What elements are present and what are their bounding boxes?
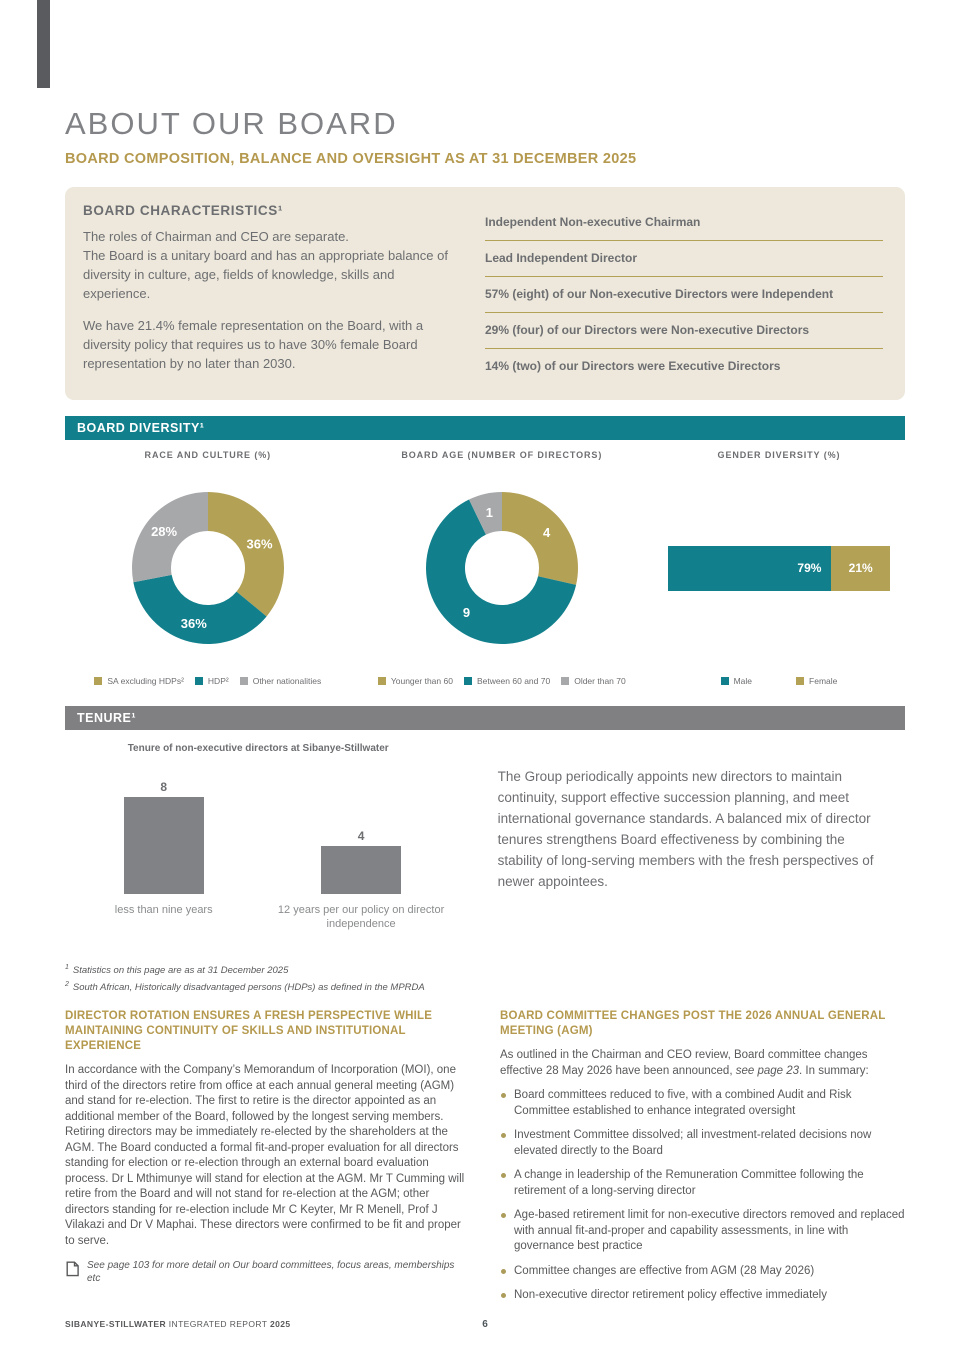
bullet-item: A change in leadership of the Remuneration Committee following the retirement of a long-serving director [500,1168,905,1199]
segment-label: 21% [848,561,873,575]
chart-body [351,460,653,676]
bar-value: 4 [357,828,365,843]
footnote-1 [65,961,905,978]
stacked-bar [668,546,890,591]
board-fact: 57% (eight) of our Non-executive Directors were Independent [485,276,883,312]
footnote-text: Statistics on this page are as at 31 December 2025 [72,965,289,977]
bar-rect [124,797,204,894]
legend-swatch [240,677,248,685]
donut-label: 4 [542,525,550,541]
legend-item [240,676,322,686]
legend-item [721,676,752,686]
donut-chart [422,488,582,648]
legend-item [378,676,453,686]
stacked-bar-segment [668,546,831,591]
legend-swatch [195,677,203,685]
chart-legend [94,676,321,690]
committee-changes-bullets [500,1088,905,1304]
chart-body [65,766,460,931]
bar-column [272,766,450,931]
donut-label: 36% [246,536,273,552]
body-columns [65,1009,905,1313]
legend-swatch [464,677,472,685]
legend-item [94,676,184,686]
bar-column [75,766,253,917]
legend-swatch [721,677,729,685]
page-subtitle: BOARD COMPOSITION, BALANCE AND OVERSIGHT AS AT 31 DECEMBER 2025 [65,151,637,167]
board-characteristics-heading: BOARD CHARACTERISTICS¹ [83,203,283,218]
bar-category-label: less than nine years [114,904,213,916]
bar-stack [124,766,204,894]
chart-title: GENDER DIVERSITY (%) [717,450,841,460]
donut-slice [502,492,578,585]
chart-body [653,460,905,676]
characteristics-paragraph-1 [83,227,459,303]
board-fact: 29% (four) of our Directors were Non-executive Directors [485,312,883,348]
page-reference-icon [65,1261,80,1277]
footer-report-label: INTEGRATED REPORT [166,1319,270,1329]
para1-rest: The Board is a unitary board and has an appropriate balance of diversity in culture, age, fields of knowledge, skills and experience. [83,248,448,301]
footer-year: 2025 [269,1319,291,1329]
intro-text: As outlined in the Chairman and CEO review, Board committee changes effective 28 May 2026 have been announced, [500,1049,868,1077]
board-characteristics-box [65,187,905,400]
chart-legend [378,676,626,690]
bullet-item: Non-executive director retirement policy effective immediately [500,1288,905,1304]
board-fact: Lead Independent Director [485,240,883,276]
bar-value: 8 [160,780,168,794]
director-rotation-column [65,1009,470,1313]
donut-label: 36% [180,615,207,631]
legend-item [195,676,229,686]
bullet-item: Committee changes are effective from AGM (28 May 2026) [500,1264,905,1280]
committee-changes-intro [500,1048,905,1079]
tenure-row [65,766,905,931]
para1-line1: The roles of Chairman and CEO are separate. [83,229,349,244]
gender-diversity-chart [653,450,905,690]
segment-label: 79% [797,561,822,575]
tenure-chart-title: Tenure of non-executive directors at Sibanye-Stillwater [127,743,389,754]
legend-item [561,676,626,686]
tenure-banner: TENURE¹ [65,706,905,730]
legend-swatch [94,677,102,685]
footnote-text: South African, Historically disadvantaged persons (HDPs) as defined in the MPRDA [72,982,425,994]
donut-label: 28% [150,524,177,540]
footer-brand: SIBANYE-STILLWATER [65,1319,167,1329]
footnote-2 [65,978,905,995]
bullet-item: Board committees reduced to five, with a combined Audit and Risk Committee established to enhance integrated oversight [500,1088,905,1119]
legend-item [464,676,550,686]
diversity-charts-row [65,450,905,690]
characteristics-paragraph-2: We have 21.4% female representation on the Board, with a diversity policy that requires us to have 30% female Board representation by no later than 2030. [83,318,424,371]
board-age-chart [351,450,653,690]
page-title: ABOUT OUR BOARD [65,106,398,141]
page-number: 6 [482,1319,488,1330]
see-page-note-text: See page 103 for more detail on Our board committees, focus areas, memberships etc [87,1260,455,1285]
bar-category-label: 12 years per our policy on director independence [277,904,445,930]
legend-label: Other nationalities [252,676,322,686]
footnotes [65,961,905,995]
chart-title: RACE AND CULTURE (%) [144,450,272,460]
legend-swatch [378,677,386,685]
bullet-item: Age-based retirement limit for non-executive directors removed and replaced with annual fit-and-proper and capability assessments, in line with governance best practice [500,1208,905,1255]
legend-swatch [796,677,804,685]
footnote-marker: 1 [65,964,69,971]
committee-changes-heading: BOARD COMMITTEE CHANGES POST THE 2026 ANNUAL GENERAL MEETING (AGM) [500,1010,886,1038]
donut-chart [128,488,288,648]
bar-stack [321,766,401,894]
legend-label: Male [733,676,753,686]
legend-swatch [561,677,569,685]
director-rotation-heading: DIRECTOR ROTATION ENSURES A FRESH PERSPECTIVE WHILE MAINTAINING CONTINUITY OF SKILLS AND INSTITUTIONAL EXPERIENCE [65,1010,433,1053]
committee-changes-column [500,1009,905,1313]
page-footer [65,1319,905,1333]
intro-page-ref: see page 23 [735,1064,800,1077]
chart-body [65,460,351,676]
board-characteristics-text [83,203,459,386]
board-fact: Independent Non-executive Chairman [485,215,701,229]
legend-label: SA excluding HDPs² [107,676,184,686]
donut-label: 9 [462,605,470,621]
board-diversity-banner: BOARD DIVERSITY¹ [65,416,905,440]
bar-rect [321,846,401,895]
legend-label: Younger than 60 [390,676,453,686]
tenure-bar-chart [65,766,460,931]
board-facts-list [485,203,883,386]
bullet-item: Investment Committee dissolved; all investment-related decisions now elevated directly to the Board [500,1128,905,1159]
donut-slice [208,492,284,616]
board-fact: 14% (two) of our Directors were Executive Directors [485,348,883,384]
see-page-note [65,1259,470,1285]
director-rotation-body: In accordance with the Company’s Memorandum of Incorporation (MOI), one third of the directors retire from office at each annual general meeting (AGM) and stand for re-election. The first to retire is the director appointed as an additional member of the Board, followed by the longest serving members. Retiring directors may be immediately re-elected by the shareholders at the AGM. The Board conducted a formal fit-and-proper evaluation for all directors standing for election or re-election through an external board evaluation process. Dr L Mthimunye will stand for election at the AGM. Mr T Cumming will retire from the Board and will not stand for re-election at the AGM; other directors standing for re-election include Mr C Keyter, Mr R Menell, Prof J Vilakazi and Dr V Maphai. These directors were confirmed to be fit and proper to serve. [65,1064,465,1247]
legend-item [796,676,837,686]
legend-label: HDP² [207,676,229,686]
legend-label: Between 60 and 70 [476,676,551,686]
chart-title: BOARD AGE (NUMBER OF DIRECTORS) [401,450,603,460]
tenure-paragraph: The Group periodically appoints new directors to maintain continuity, support effective succession planning, and meet international governance standards. A balanced mix of director tenures strengthens Board effectiveness by combining the stability of long-serving members with the fresh perspectives of newer appointees. [497,769,874,889]
intro-text-end: . In summary: [799,1064,869,1077]
race-culture-chart [65,450,351,690]
donut-label: 1 [485,504,493,520]
chart-legend [721,676,838,690]
footnote-marker: 2 [65,981,69,989]
legend-label: Female [809,676,838,686]
stacked-bar-segment [831,546,889,591]
legend-label: Older than 70 [574,676,626,686]
